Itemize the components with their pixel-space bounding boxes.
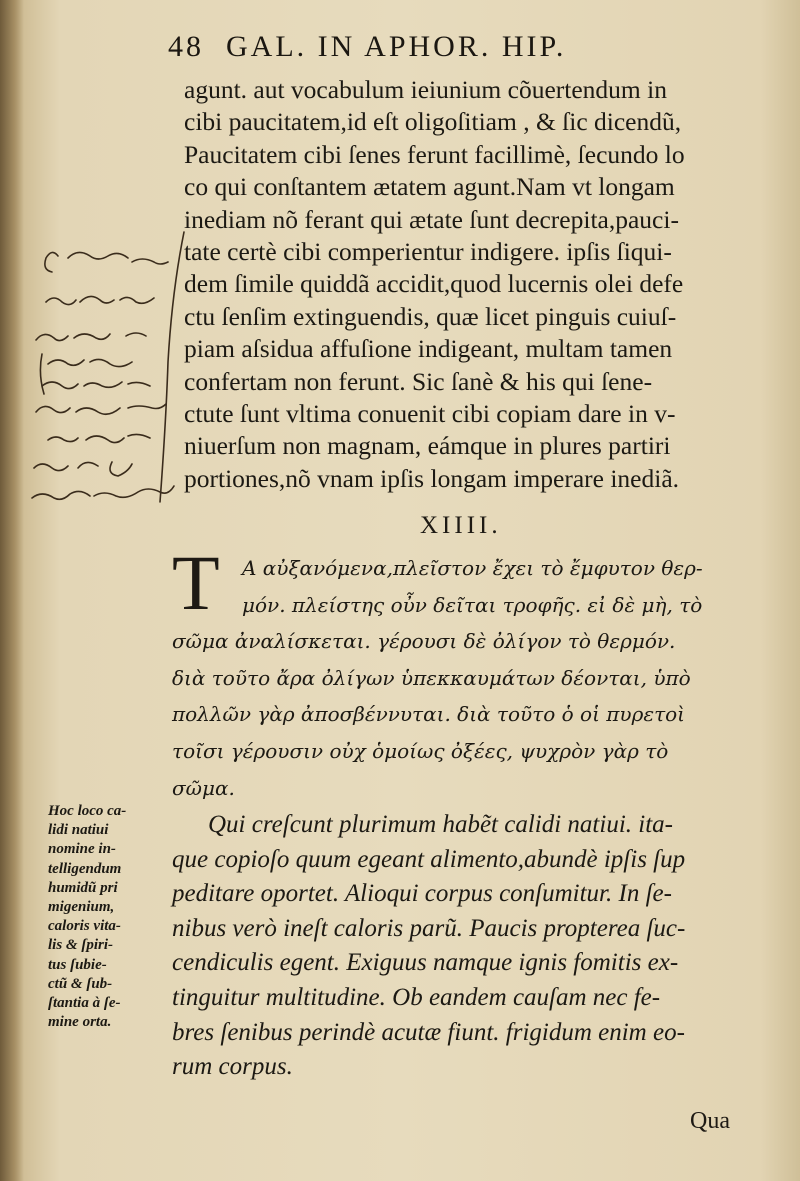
running-head xyxy=(168,30,728,64)
binding-gutter xyxy=(0,0,24,1181)
section-number: XIIII. xyxy=(420,512,502,539)
margin-line: lis & ſpiri- xyxy=(48,937,114,954)
latin-translation xyxy=(172,808,772,1085)
text-line: confertam non ferunt. Sic ſanè & his qui ſene- xyxy=(184,366,653,396)
margin-line: ctũ & ſub- xyxy=(48,975,113,992)
greek-line: Α αὐξανόμενα,πλεῖστον ἔχει τὸ ἔμφυτον θερ- xyxy=(242,556,703,580)
text-line: dem ſimile quiddã accidit,quod lucernis olei defe xyxy=(184,269,684,299)
margin-line: caloris vita- xyxy=(48,918,121,935)
text-line: ctute ſunt vltima conuenit cibi copiam dare in v- xyxy=(184,399,676,429)
margin-line: lidi natiui xyxy=(48,822,109,839)
latin-line: rum corpus. xyxy=(172,1053,293,1081)
greek-line: πολλῶν γὰρ ἀποσβέννυται. διὰ τοῦτο ὁ οἱ πυρετοὶ xyxy=(172,702,686,727)
greek-line: σῶμα ἀναλίσκεται. γέρουσι δὲ ὀλίγον τὸ θερμόν. xyxy=(172,629,676,654)
text-line: co qui conſtantem ætatem agunt.Nam vt longam xyxy=(184,172,675,202)
greek-line: τοῖσι γέρουσιν οὐχ ὁμοίως ὀξέες, ψυχρὸν γὰρ τὸ xyxy=(172,738,669,763)
text-line: cibi paucitatem,id eſt oligoſitiam , & ſic dicendũ, xyxy=(184,107,682,137)
latin-line: bres ſenibus perindè acutæ fiunt. frigidum enim eo- xyxy=(172,1018,685,1046)
margin-line: migenium, xyxy=(48,899,115,916)
text-line: tate certè cibi comperientur indigere. ipſis ſiqui- xyxy=(184,237,672,267)
margin-line: Hoc loco ca- xyxy=(48,803,127,819)
text-line: ctu ſenſim extinguendis, quæ licet pinguis cuiuſ- xyxy=(184,301,677,331)
latin-line: cendiculis egent. Exiguus namque ignis fomitis ex- xyxy=(172,949,679,977)
greek-aphorism xyxy=(172,539,772,806)
margin-line: ſtantia à ſe- xyxy=(48,995,121,1012)
text-line: piam aſsidua affuſione indigeant, multam tamen xyxy=(184,334,673,364)
margin-line: mine orta. xyxy=(48,1014,112,1031)
text-line: Paucitatem cibi ſenes ferunt facillimè, ſecundo lo xyxy=(184,139,685,169)
latin-line: Qui creſcunt plurimum habẽt calidi natiui. ita- xyxy=(208,811,673,838)
greek-line: μόν. πλείστης οὖν δεῖται τροφῆς. εἰ δὲ μὴ, τὸ xyxy=(242,592,703,617)
page-number: 48 xyxy=(168,30,204,63)
drop-cap: T xyxy=(172,539,220,626)
margin-line: telligendum xyxy=(48,860,122,877)
running-title: GAL. IN APHOR. HIP. xyxy=(226,30,567,63)
marginal-note xyxy=(48,802,168,1032)
greek-line: σῶμα. xyxy=(172,775,235,800)
handwritten-marginalia xyxy=(28,228,188,518)
text-line: inediam nõ ferant qui ætate ſunt decrepita,pauci- xyxy=(184,204,679,234)
greek-line: διὰ τοῦτο ἄρα ὀλίγων ὑπεκκαυμάτων δέονται, ὑπὸ xyxy=(172,665,691,690)
latin-line: peditare oportet. Alioqui corpus conſumitur. In ſe- xyxy=(172,880,672,908)
text-line: niuerſum non magnam, eámque in plures partiri xyxy=(184,431,671,461)
text-line: portiones,nõ vnam ipſis longam imperare inediã. xyxy=(184,463,680,493)
commentary-text xyxy=(184,74,764,495)
text-line: agunt. aut vocabulum ieiunium cõuertendum in xyxy=(184,75,667,104)
catchword: Qua xyxy=(690,1108,730,1134)
latin-line: nibus verò ineſt caloris parũ. Paucis propterea ſuc- xyxy=(172,914,686,942)
margin-line: tus ſubie- xyxy=(48,956,107,973)
margin-line: nomine in- xyxy=(48,841,116,858)
margin-line: humidũ pri xyxy=(48,879,118,896)
latin-line: tinguitur multitudine. Ob eandem cauſam nec fe- xyxy=(172,983,661,1011)
latin-line: que copioſo quum egeant alimento,abundè ipſis ſup xyxy=(172,845,686,873)
